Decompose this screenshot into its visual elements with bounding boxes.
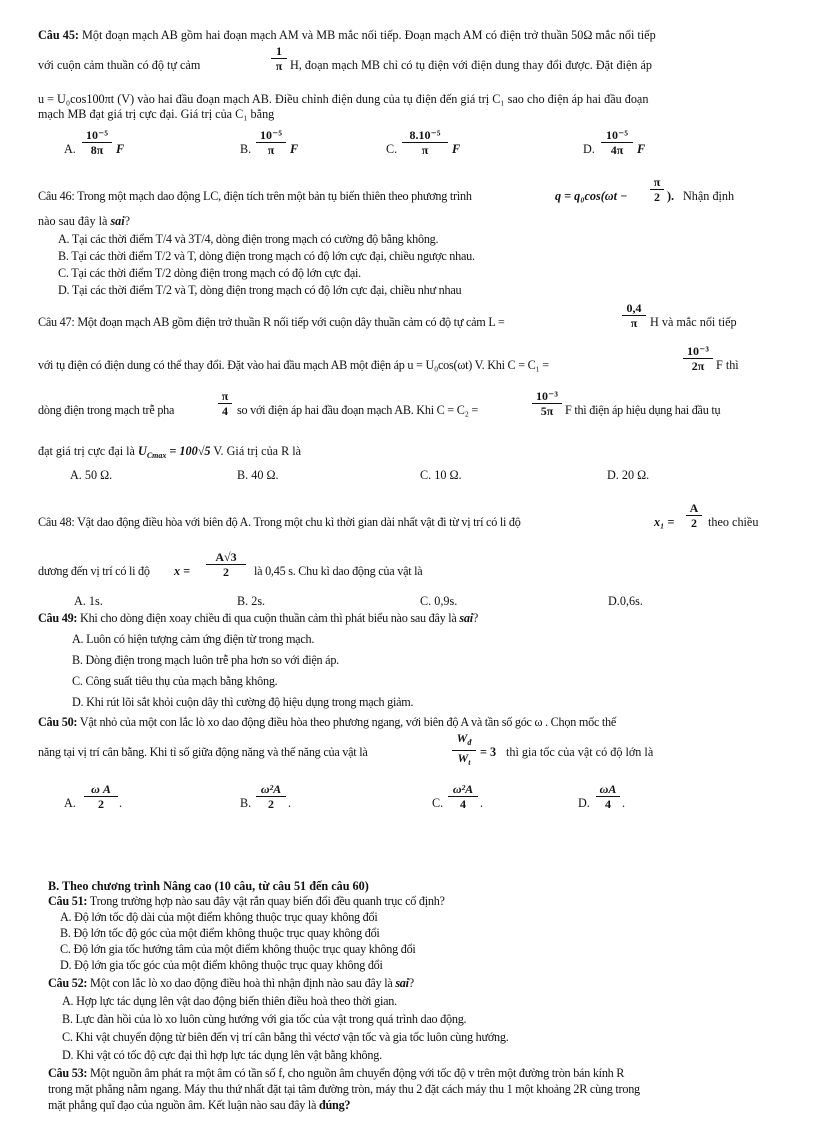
q47-phase-den: 4: [222, 404, 228, 418]
q47-label: Câu 47:: [38, 315, 75, 329]
q47-text-1: Một đoạn mạch AB gồm điện trở thuần R nối tiếp với cuộn dây thuần cảm có độ tự cảm L =: [77, 315, 505, 329]
q51-label: Câu 51:: [48, 894, 88, 908]
q50-text-1: Vật nhỏ của một con lắc lò xo dao động điều hòa theo phương ngang, với biên độ A và tần số góc ω . Chọn mốc thế: [79, 715, 617, 729]
q45-a-num: 10⁻⁵: [82, 128, 112, 143]
q51-line-1: [48, 894, 445, 908]
q47-line-1: [38, 315, 504, 329]
q48-option-c: C. 0,9s.: [420, 594, 458, 608]
q45-c-num: 8.10⁻⁵: [402, 128, 448, 143]
q50-ratio-fraction: [452, 731, 476, 770]
q50-option-b-letter: B.: [240, 796, 252, 810]
q48-line-1: [38, 515, 521, 529]
q50-ratio-den: [452, 751, 476, 770]
q47-line-3a: dòng điện trong mạch trễ pha: [38, 403, 175, 417]
q50-line-1: [38, 715, 616, 729]
q45-inductance-fraction: [271, 44, 287, 73]
q46-sai: sai: [110, 214, 125, 228]
q50-option-b-end: .: [288, 796, 292, 810]
q47-inductance-fraction: [622, 301, 646, 330]
q46-phase-fraction: [650, 175, 664, 204]
q46-option-c: C. Tại các thời điểm T/2 dòng điện trong mạch có độ lớn cực đại.: [58, 266, 361, 280]
q48-text-1: Vật dao động điều hòa với biên độ A. Trong một chu kì thời gian dài nhất vật đi từ vị trí có li độ: [77, 515, 521, 529]
q49-line-1: [38, 611, 478, 625]
q48-option-b: B. 2s.: [237, 594, 266, 608]
q47-option-b: B. 40 Ω.: [237, 468, 279, 482]
q48-line-1b: theo chiều: [708, 515, 759, 529]
q49-label: Câu 49:: [38, 611, 78, 625]
q45-option-d-fraction: [601, 128, 633, 157]
q50-wt: W: [457, 751, 469, 765]
q46-qmark: ?: [124, 214, 131, 228]
q47-option-a: A. 50 Ω.: [70, 468, 113, 482]
q51-text-1: Trong trường hợp nào sau đây vật rắn quay biến đổi đều quanh trục cố định?: [89, 894, 445, 908]
q46-text-2a: nào sau đây là: [38, 214, 108, 228]
q45-option-a-fraction: [82, 128, 112, 157]
q53-label: Câu 53:: [48, 1066, 88, 1080]
q52-text-1: Một con lắc lò xo dao động điều hoà thì nhận định nào sau đây là: [90, 976, 393, 990]
q48-x1-den: 2: [691, 516, 697, 530]
q50-d-num: ωA: [596, 782, 620, 797]
q47-ucmax: [138, 444, 210, 458]
q51-option-a: A. Độ lớn tốc độ dài của một điểm không thuộc trục quay không đổi: [60, 910, 378, 924]
q47-c1-fraction: [683, 344, 713, 373]
q48-line-2b: là 0,45 s. Chu kì dao động của vật là: [254, 564, 423, 578]
q45-frac-den: π: [275, 59, 283, 73]
q47-u-symbol: U: [138, 444, 147, 458]
q49-qmark: ?: [472, 611, 479, 625]
q45-option-c-unit: F: [452, 142, 461, 156]
q51-option-c: C. Độ lớn gia tốc hướng tâm của một điểm không thuộc trục quay không đổi: [60, 942, 416, 956]
q50-option-d-end: .: [622, 796, 626, 810]
q52-option-a: A. Hợp lực tác dụng lên vật dao động biến thiên điều hoà theo thời gian.: [62, 994, 397, 1008]
q47-line-2b: F thì: [716, 358, 739, 372]
q48-option-d: D.0,6s.: [608, 594, 643, 608]
q46-formula-end: ).: [667, 189, 675, 203]
q47-line-3c: F thì điện áp hiệu dụng hai đầu tụ: [565, 403, 721, 417]
q46-line-1: [38, 189, 472, 203]
q50-option-d-letter: D.: [578, 796, 590, 810]
q50-option-a-fraction: [84, 782, 118, 811]
q48-option-a: A. 1s.: [74, 594, 103, 608]
q48-x-num: A√3: [206, 550, 246, 565]
q52-option-c: C. Khi vật chuyển động từ biên đến vị trí cân bằng thì véctơ vận tốc và gia tốc luôn cùng hướng.: [62, 1030, 509, 1044]
q49-option-c: C. Công suất tiêu thụ của mạch bằng không.: [72, 674, 278, 688]
q45-option-d-unit: F: [637, 142, 646, 156]
q45-line-1: [38, 28, 656, 42]
q47-c2-fraction: [532, 389, 562, 418]
q47-l-num: 0,4: [622, 301, 646, 316]
q48-x-den: 2: [223, 565, 229, 579]
q52-option-d: D. Khi vật có tốc độ cực đại thì hợp lực tác dụng lên vật bằng không.: [62, 1048, 382, 1062]
q47-u-sub: Cmax: [146, 451, 167, 460]
q47-c1-num: 10⁻³: [683, 344, 713, 359]
q51-option-b: B. Độ lớn tốc độ góc của một điểm không thuộc trục quay không đổi: [60, 926, 380, 940]
q50-b-num: ω²A: [256, 782, 286, 797]
q50-a-den: 2: [98, 797, 104, 811]
q52-line-1: [48, 976, 414, 990]
q50-option-c-letter: C.: [432, 796, 444, 810]
q50-c-num: ω²A: [448, 782, 478, 797]
q45-line-4: mạch MB đạt giá trị cực đại. Giá trị của C₁ bằng: [38, 107, 275, 121]
q45-option-c-fraction: [402, 128, 448, 157]
q45-option-d-letter: D.: [583, 142, 595, 156]
q53-text-1: Một nguồn âm phát ra một âm có tần số f, cho nguồn âm chuyển động với tốc độ v trên một đường tròn bán kính R: [90, 1066, 625, 1080]
q52-qmark: ?: [408, 976, 414, 990]
q50-label: Câu 50:: [38, 715, 78, 729]
q47-text-4a: đạt giá trị cực đại là: [38, 444, 135, 458]
q45-a-den: 8π: [90, 143, 104, 157]
q50-option-c-end: .: [480, 796, 484, 810]
q50-option-a-letter: A.: [64, 796, 76, 810]
q50-line-2a: năng tại vị trí cân bằng. Khi tỉ số giữa động năng và thế năng của vật là: [38, 745, 368, 759]
q47-option-d: D. 20 Ω.: [607, 468, 650, 482]
q47-option-c: C. 10 Ω.: [420, 468, 462, 482]
q45-option-a-unit: F: [116, 142, 125, 156]
q45-b-num: 10⁻⁵: [256, 128, 286, 143]
q51-option-d: D. Độ lớn gia tốc góc của một điểm không thuộc trục quay không đổi: [60, 958, 383, 972]
q46-line-2: [38, 214, 130, 228]
q46-phase-num: π: [650, 175, 664, 190]
q45-option-b-letter: B.: [240, 142, 252, 156]
q45-d-num: 10⁻⁵: [601, 128, 633, 143]
q53-line-3: [48, 1098, 350, 1112]
q45-c-den: π: [421, 143, 429, 157]
q48-line-2a: dương đến vị trí có li độ: [38, 564, 150, 578]
q50-ratio-eq: = 3: [480, 745, 497, 759]
q50-wt-sub: t: [468, 758, 471, 767]
q46-option-b: B. Tại các thời điểm T/2 và T, dòng điện trong mạch có độ lớn cực đại, chiều ngược nhau.: [58, 249, 475, 263]
q48-label: Câu 48:: [38, 515, 75, 529]
q50-option-c-fraction: [448, 782, 478, 811]
q50-line-2b: thì gia tốc của vật có độ lớn là: [506, 745, 654, 759]
q47-line-4: [38, 444, 301, 463]
q45-line-2b: H, đoạn mạch MB chỉ có tụ điện với điện dung thay đổi được. Đặt điện áp: [290, 58, 653, 72]
q50-option-b-fraction: [256, 782, 286, 811]
q45-label: Câu 45:: [38, 28, 79, 42]
q50-option-a-end: .: [119, 796, 123, 810]
q52-option-b: B. Lực đàn hồi của lò xo luôn cùng hướng với gia tốc của vật trong quá trình dao động.: [62, 1012, 467, 1026]
q49-option-d: D. Khi rút lõi sắt khỏi cuộn dây thì cường độ hiệu dụng trong mạch giảm.: [72, 695, 414, 709]
q49-option-a: A. Luôn có hiện tượng cảm ứng điện từ trong mạch.: [72, 632, 315, 646]
q53-text-3a: mặt phẳng quĩ đạo của nguồn âm. Kết luận nào sau đây là: [48, 1098, 317, 1112]
q45-line-2a: với cuộn cảm thuần có độ tự cảm: [38, 58, 201, 72]
q45-d-den: 4π: [610, 143, 624, 157]
q53-line-2: trong mặt phẳng nằm ngang. Máy thu thứ nhất đặt tại tâm đường tròn, máy thu 2 đặt cách máy thu 1 một khoảng 2R cùng trong: [48, 1082, 640, 1096]
q52-label: Câu 52:: [48, 976, 88, 990]
q46-label: Câu 46:: [38, 189, 75, 203]
q49-sai: sai: [459, 611, 473, 625]
q46-option-d: D. Tại các thời điểm T/2 và T, dòng điện trong mạch có độ lớn cực đại, chiều như nhau: [58, 283, 462, 297]
q47-text-4b: V. Giá trị của R là: [213, 444, 302, 458]
q50-option-d-fraction: [596, 782, 620, 811]
q48-x1-fraction: [686, 501, 702, 530]
q48-x-fraction: [206, 550, 246, 579]
q47-line-3b: so với điện áp hai đầu đoạn mạch AB. Khi C = C₂ =: [237, 403, 479, 417]
q50-b-den: 2: [268, 797, 274, 811]
q46-line-1b: Nhận định: [683, 189, 735, 203]
q46-text-1: Trong một mạch dao động LC, điện tích trên một bản tụ biến thiên theo phương trình: [77, 189, 472, 203]
q46-formula: q = q₀cos(ωt −: [555, 189, 628, 203]
q53-dung: đúng?: [318, 1098, 351, 1112]
q47-line-2: với tụ điện có điện dung có thể thay đổi. Đặt vào hai đầu mạch AB một điện áp u = U₀cos(ωt) V. Khi C = C₁ =: [38, 358, 549, 372]
q45-option-a-letter: A.: [64, 142, 76, 156]
q45-frac-num: 1: [271, 44, 287, 59]
q46-option-a: A. Tại các thời điểm T/4 và 3T/4, dòng điện trong mạch có cường độ bằng không.: [58, 232, 439, 246]
q45-option-b-unit: F: [290, 142, 299, 156]
q50-wd: W: [456, 731, 468, 745]
q47-c2-num: 10⁻³: [532, 389, 562, 404]
section-b-title: B. Theo chương trình Nâng cao (10 câu, từ câu 51 đến câu 60): [48, 879, 369, 893]
q47-phase-num: π: [218, 389, 232, 404]
q52-sai: sai: [395, 976, 409, 990]
q50-ratio-num: [452, 731, 476, 751]
q50-c-den: 4: [460, 797, 466, 811]
q45-option-c-letter: C.: [386, 142, 398, 156]
q47-c1-den: 2π: [691, 359, 705, 373]
q48-x1-num: A: [686, 501, 702, 516]
q47-l-den: π: [630, 316, 638, 330]
q45-option-b-fraction: [256, 128, 286, 157]
q45-b-den: π: [267, 143, 275, 157]
q45-line-3: u = U₀cos100πt (V) vào hai đầu đoạn mạch AB. Điều chỉnh điện dung của tụ điện đến giá trị C₁ sao cho điện áp hai đầu đoạn: [38, 92, 649, 106]
q48-x: x =: [174, 564, 191, 578]
q49-text-1: Khi cho dòng điện xoay chiều đi qua cuộn thuần cảm thì phát biểu nào sau đây là: [80, 611, 457, 625]
q47-phase-fraction: [218, 389, 232, 418]
q47-u-value: = 100√5: [169, 444, 211, 458]
q53-line-1: [48, 1066, 624, 1080]
q50-a-num: ω A: [84, 782, 118, 797]
q45-text-1: Một đoạn mạch AB gồm hai đoạn mạch AM và MB mắc nối tiếp. Đoạn mạch AM có điện trở thuần 50Ω mắc nối tiếp: [82, 28, 656, 42]
q46-phase-den: 2: [654, 190, 660, 204]
q49-option-b: B. Dòng điện trong mạch luôn trễ pha hơn so với điện áp.: [72, 653, 339, 667]
q47-c2-den: 5π: [540, 404, 554, 418]
q47-line-1b: H và mắc nối tiếp: [650, 315, 737, 329]
q50-wd-sub: đ: [467, 738, 472, 747]
q50-d-den: 4: [605, 797, 611, 811]
q48-x1: x₁ =: [654, 515, 675, 529]
